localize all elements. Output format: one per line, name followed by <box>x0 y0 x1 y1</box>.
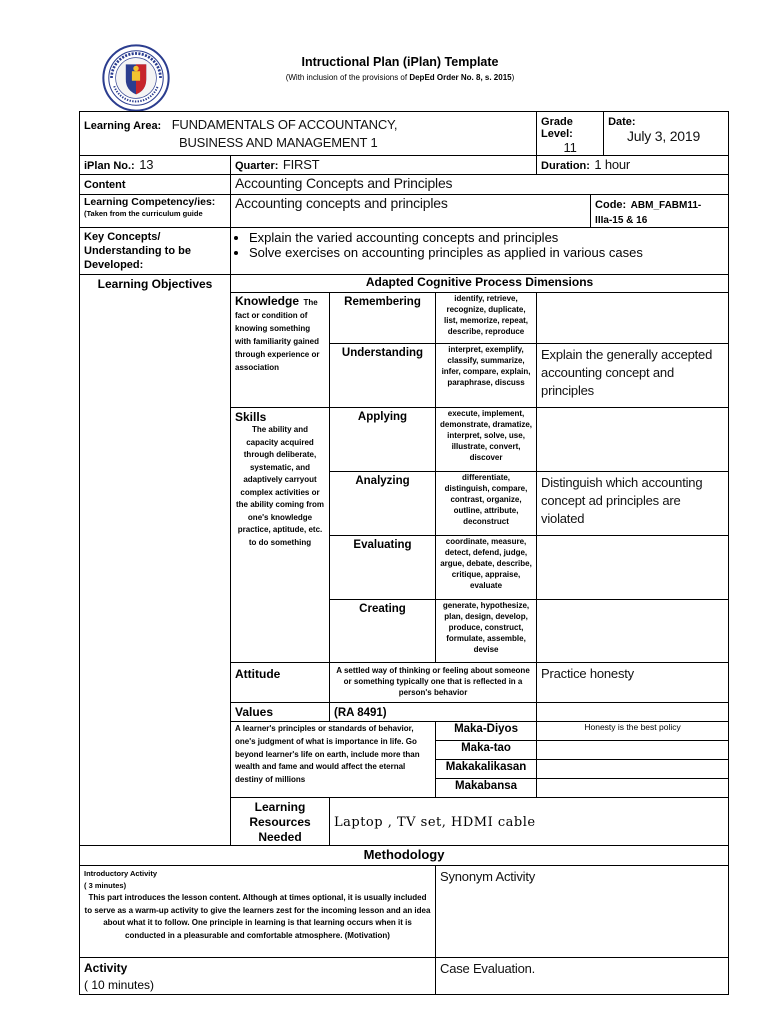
objective-creating <box>537 600 729 663</box>
grade-level-cell: Grade Level: 11 <box>537 112 604 156</box>
dimension-remembering: Remembering <box>330 293 436 344</box>
deped-seal-icon <box>102 44 170 112</box>
code-cell: Code: ABM_FABM11- IIIa-15 & 16 <box>591 195 729 228</box>
values-desc: A learner's principles or standards of behavior, one's judgment of what is importance in life. Go beyond learner's life on earth, include more than wealth and fame and would affect the eternal destiny of millions <box>231 722 436 798</box>
content-label: Content <box>80 175 231 195</box>
intro-activity-cell: Introductory Activity ( 3 minutes) This part introduces the lesson content. Although at times optional, it is usually included to serve as a warm-up activity to give the learners zest for the incoming lesson and an idea about what it to follow. One principle in learning is that learning occurs when it is conducted in a pleasurable and comfortable atmosphere. (Motivation) <box>80 866 436 958</box>
attitude-desc: A settled way of thinking or feeling about someone or something typically one that is reflected in a person's behavior <box>330 663 537 703</box>
iplan-table <box>79 111 729 995</box>
value-makakalikasan-note <box>537 760 729 779</box>
activity-cell: Activity ( 10 minutes) <box>80 958 436 995</box>
key-concept-item: • Explain the varied accounting concepts and principles <box>249 230 724 245</box>
duration-cell: Duration: 1 hour <box>537 156 729 175</box>
value-maka-tao: Maka-tao <box>436 741 537 760</box>
objective-evaluating <box>537 536 729 600</box>
value-makabansa-note <box>537 779 729 798</box>
key-concepts-label: Key Concepts/ Understanding to be Developed: <box>80 228 231 275</box>
competency-value: Accounting concepts and principles <box>231 195 591 228</box>
verbs-creating: generate, hypothesize, plan, design, develop, produce, construct, formulate, assemble, devise <box>436 600 537 663</box>
dimension-evaluating: Evaluating <box>330 536 436 600</box>
objective-applying <box>537 408 729 472</box>
values-ra: (RA 8491) <box>330 703 537 722</box>
content-value: Accounting Concepts and Principles <box>231 175 729 195</box>
learning-objectives-label: Learning Objectives <box>80 275 231 846</box>
attitude-label: Attitude <box>231 663 330 703</box>
verbs-analyzing: differentiate, distinguish, compare, contrast, organize, outline, attribute, deconstruct <box>436 472 537 536</box>
cognitive-dimensions-heading: Adapted Cognitive Process Dimensions <box>231 275 729 293</box>
resources-label: Learning Resources Needed <box>231 798 330 846</box>
dimension-applying: Applying <box>330 408 436 472</box>
objective-remembering <box>537 293 729 344</box>
methodology-heading: Methodology <box>80 846 729 866</box>
attitude-objective: Practice honesty <box>537 663 729 703</box>
activity-value: Case Evaluation. <box>436 958 729 995</box>
key-concepts-list <box>231 228 729 275</box>
learning-area-cell: Learning Area: FUNDAMENTALS OF ACCOUNTANCY, BUSINESS AND MANAGEMENT 1 <box>80 112 537 156</box>
intro-activity-value: Synonym Activity <box>436 866 729 958</box>
verbs-understanding: interpret, exemplify, classify, summarize, infer, compare, explain, paraphrase, discuss <box>436 344 537 408</box>
value-makakalikasan: Makakalikasan <box>436 760 537 779</box>
value-makabansa: Makabansa <box>436 779 537 798</box>
values-blank <box>537 703 729 722</box>
knowledge-cell: Knowledge The fact or condition of knowing something with familiarity gained through experience or association <box>231 293 330 408</box>
verbs-remembering: identify, retrieve, recognize, duplicate, list, memorize, repeat, describe, reproduce <box>436 293 537 344</box>
quarter-cell: Quarter: FIRST <box>231 156 537 175</box>
value-maka-diyos: Maka-Diyos <box>436 722 537 741</box>
verbs-evaluating: coordinate, measure, detect, defend, judge, argue, debate, describe, critique, appraise, evaluate <box>436 536 537 600</box>
document-subtitle: (With inclusion of the provisions of DepEd Order No. 8, s. 2015) <box>285 73 515 82</box>
objective-analyzing: Distinguish which accounting concept ad principles are violated <box>537 472 729 536</box>
iplan-no-cell: iPlan No.: 13 <box>80 156 231 175</box>
objective-understanding: Explain the generally accepted accounting concept and principles <box>537 344 729 408</box>
resources-value: Laptop , TV set, HDMI cable <box>330 798 729 846</box>
date-cell: Date: July 3, 2019 <box>604 112 729 156</box>
document-title: Intructional Plan (iPlan) Template <box>301 55 499 69</box>
dimension-understanding: Understanding <box>330 344 436 408</box>
values-label: Values <box>231 703 330 722</box>
competency-label: Learning Competency/ies: (Taken from the curriculum guide <box>80 195 231 228</box>
key-concept-item: • Solve exercises on accounting principles as applied in various cases <box>249 245 724 260</box>
skills-cell: Skills The ability and capacity acquired through deliberate, systematic, and adaptively carryout complex activities or the ability coming from one's knowledge practice, aptitude, etc. to do something <box>231 408 330 663</box>
value-maka-tao-note <box>537 741 729 760</box>
dimension-creating: Creating <box>330 600 436 663</box>
dimension-analyzing: Analyzing <box>330 472 436 536</box>
verbs-applying: execute, implement, demonstrate, dramatize, interpret, solve, use, illustrate, convert, discover <box>436 408 537 472</box>
value-maka-diyos-note: Honesty is the best policy <box>537 722 729 741</box>
